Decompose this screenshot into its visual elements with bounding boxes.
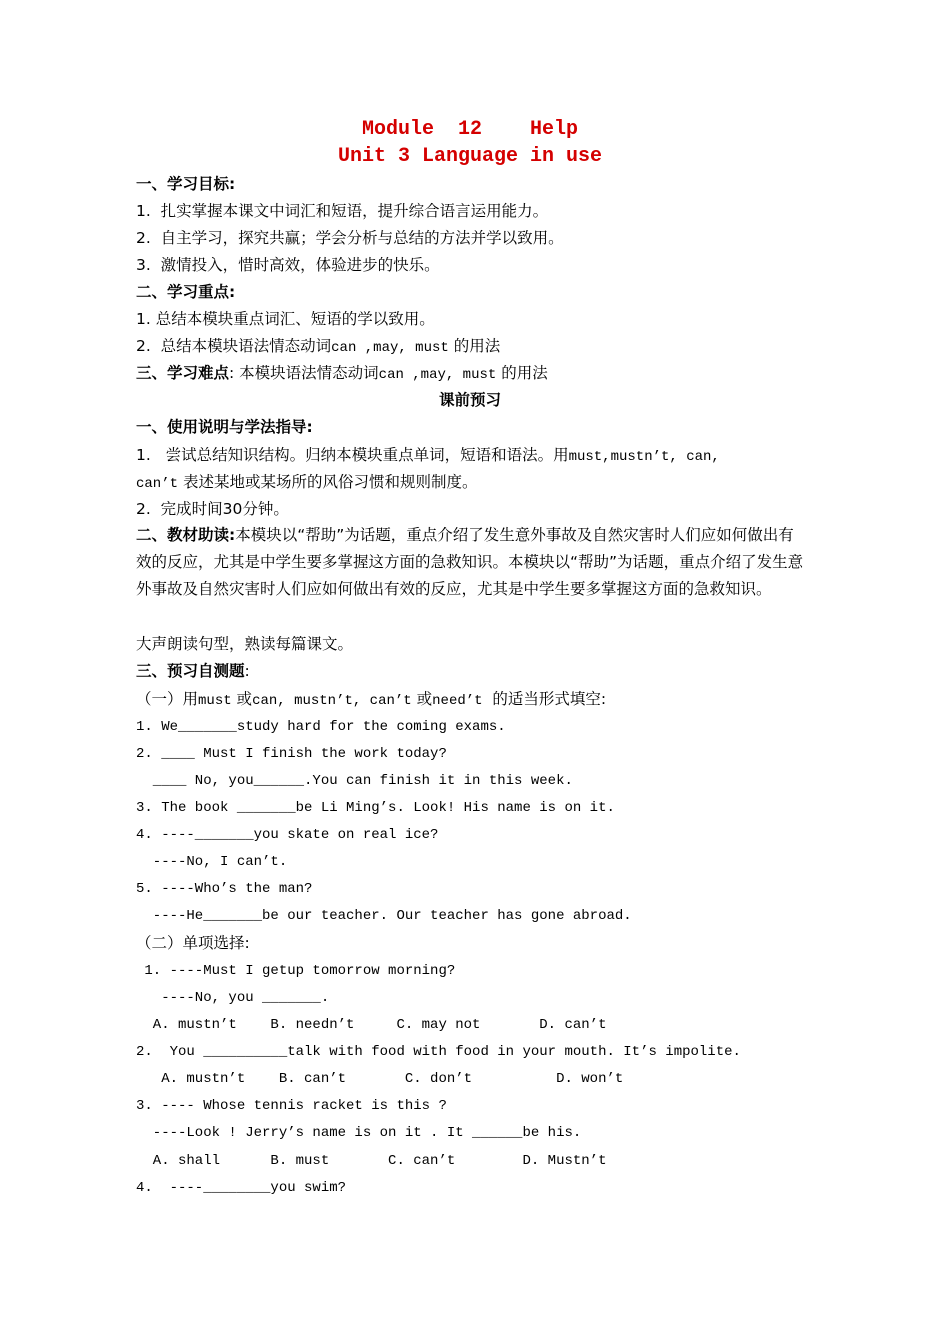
- choice-question: 4. ----________you swim?: [136, 1180, 347, 1196]
- key-point-suffix: 的用法: [448, 337, 501, 355]
- reading-paragraph: [136, 522, 806, 603]
- fill-question: 5. ----Who’s the man?: [136, 881, 313, 897]
- modal-verbs: can ,may, must: [331, 340, 449, 356]
- modal-verbs: can ,may, must: [378, 367, 497, 383]
- modal-verbs: can’t: [136, 476, 179, 492]
- fill-question: 3. The book _______be Li Ming’s. Look! His name is on it.: [136, 800, 615, 816]
- fill-question: ----He_______be our teacher. Our teacher has gone abroad.: [136, 908, 632, 924]
- selftest-colon: :: [244, 662, 250, 680]
- fill-question: 2. ____ Must I finish the work today?: [136, 746, 447, 762]
- reading-text: 本模块以“帮助”为话题，重点介绍了发生意外事故及自然灾害时人们应如何做出有效的反应，尤其是中学生要多掌握这方面的急救知识。本模块以“帮助”为话题，重点介绍了发生意外事故及自然灾害时人们应如何做出有效的反应，尤其是中学生要多掌握这方面的急救知识。: [136, 526, 804, 598]
- unit-title: Unit 3 Language in use: [337, 145, 603, 168]
- read-aloud-instruction: 大声朗读句型，熟读每篇课文。: [136, 635, 354, 653]
- objective-item: 1. 扎实掌握本课文中词汇和短语，提升综合语言运用能力。: [136, 202, 549, 220]
- choice-question: ----No, you _______.: [136, 990, 330, 1006]
- part2-instruction: （二）单项选择:: [136, 934, 250, 952]
- difficulty-heading: 三、学习难点: [136, 364, 230, 382]
- choice-options: A. mustn’t B. needn’t C. may not D. can’t: [136, 1017, 607, 1033]
- modal-verbs: can, mustn’t, can’t: [252, 693, 412, 709]
- selftest-heading-line: [136, 661, 816, 681]
- key-point-item: [136, 336, 816, 358]
- modal-verbs: must: [198, 693, 232, 709]
- objective-item: 3. 激情投入，惜时高效，体验进步的快乐。: [136, 256, 440, 274]
- fill-question: 1. We_______study hard for the coming exams.: [136, 719, 506, 735]
- key-point-item: 1. 总结本模块重点词汇、短语的学以致用。: [136, 310, 435, 328]
- part1-text: 的适当形式填空:: [482, 690, 607, 708]
- fill-question: 4. ----_______you skate on real ice?: [136, 827, 439, 843]
- fill-question: ____ No, you______.You can finish it in this week.: [136, 773, 573, 789]
- objective-item: 2. 自主学习，探究共赢；学会分析与总结的方法并学以致用。: [136, 229, 564, 247]
- part1-text: 或: [411, 690, 433, 708]
- difficulty-text: : 本模块语法情态动词: [229, 364, 379, 382]
- modal-verbs: need’t: [432, 693, 483, 709]
- selftest-heading: 三、预习自测题: [136, 662, 245, 680]
- key-points-heading: 二、学习重点:: [136, 283, 236, 301]
- difficulty-suffix: 的用法: [496, 364, 548, 382]
- fill-question: ----No, I can’t.: [136, 854, 288, 870]
- guide-text: 表述某地或某场所的风俗习惯和规则制度。: [178, 473, 478, 491]
- part1-text: 或: [231, 690, 253, 708]
- guide-item-continued: [136, 472, 816, 494]
- difficulty-line: [136, 363, 816, 385]
- key-point-text: 2. 总结本模块语法情态动词: [136, 337, 332, 355]
- guide-item: 2. 完成时间30分钟。: [136, 500, 289, 518]
- choice-options: A. shall B. must C. can’t D. Mustn’t: [136, 1153, 607, 1169]
- choice-question: 3. ---- Whose tennis racket is this ?: [136, 1098, 447, 1114]
- choice-question: 2. You __________talk with food with food in your mouth. It’s impolite.: [136, 1044, 741, 1060]
- modal-verbs: must,mustn’t, can,: [568, 449, 720, 465]
- choice-question: ----Look ! Jerry’s name is on it . It ______be his.: [136, 1125, 582, 1141]
- objectives-heading: 一、学习目标:: [136, 175, 236, 193]
- part1-instruction: [136, 689, 816, 711]
- choice-options: A. mustn’t B. can’t C. don’t D. won’t: [136, 1071, 624, 1087]
- choice-question: 1. ----Must I getup tomorrow morning?: [136, 963, 456, 979]
- guide-item: [136, 445, 816, 467]
- module-title: Module 12 Help: [361, 118, 579, 141]
- reading-heading: 二、教材助读:: [136, 526, 236, 544]
- part1-text: （一）用: [136, 690, 199, 708]
- guide-heading: 一、使用说明与学法指导:: [136, 418, 313, 436]
- preview-heading: 课前预习: [438, 391, 501, 409]
- guide-text: 1. 尝试总结知识结构。归纳本模块重点单词，短语和语法。用: [136, 446, 569, 464]
